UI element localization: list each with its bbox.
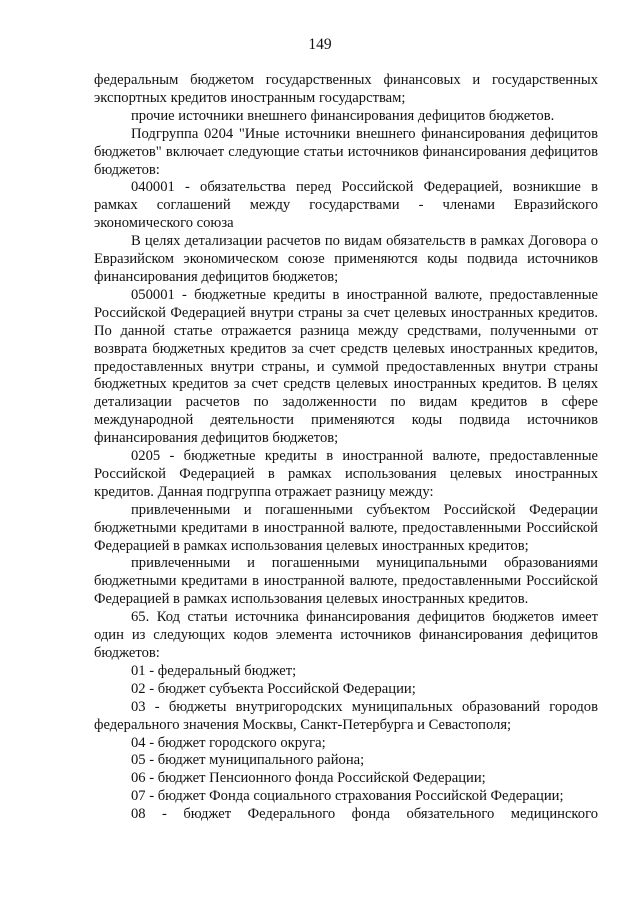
paragraph: федеральным бюджетом государственных финансовых и государственных экспортных кредитов иностранным государствам;	[94, 72, 598, 106]
paragraph: Подгруппа 0204 "Иные источники внешнего финансирования дефицитов бюджетов" включает следующие статьи источников финансирования дефицитов бюджетов:	[94, 125, 598, 178]
paragraph: 02 - бюджет субъекта Российской Федерации;	[131, 680, 416, 697]
paragraph: 040001 - обязательства перед Российской Федерацией, возникшие в рамках соглашений между государствами - членами Евразийского экономического союза	[94, 179, 598, 232]
paragraph: привлеченными и погашенными субъектом Российской Федерации бюджетными кредитами в иностранной валюте, предоставленными Российской Федерацией в рамках использования целевых иностранных кредитов;	[94, 501, 598, 554]
paragraph: 01 - федеральный бюджет;	[131, 662, 297, 679]
paragraph: 07 - бюджет Фонда социального страхования Российской Федерации;	[131, 788, 564, 805]
paragraph: 65. Код статьи источника финансирования дефицитов бюджетов имеет один из следующих кодов элемента источников финансирования дефицитов бюджетов:	[94, 609, 598, 661]
paragraph: 06 - бюджет Пенсионного фонда Российской Федерации;	[131, 770, 486, 787]
paragraph: 05 - бюджет муниципального района;	[131, 752, 365, 769]
document-body	[94, 72, 598, 824]
paragraph: 050001 - бюджетные кредиты в иностранной валюте, предоставленные Российской Федерацией внутри страны за счет целевых иностранных кредитов. По данной статье отражается разница между средствами, полученными от возврата бюджетных кредитов за счет средств целевых иностранных кредитов, предоставленных внутри страны, и суммой предоставленных внутри страны бюджетных кредитов за счет средств целевых иностранных кредитов. В целях детализации расчетов по задолженности по видам кредитов в сфере международной деятельности применяются коды подвида источников финансирования дефицитов бюджетов;	[94, 286, 598, 447]
paragraph: 0205 - бюджетные кредиты в иностранной валюте, предоставленные Российской Федерацией в рамках использования целевых иностранных кредитов. Данная подгруппа отражает разницу между:	[94, 448, 598, 500]
paragraph: 08 - бюджет Федерального фонда обязательного медицинского	[131, 806, 598, 823]
paragraph: 04 - бюджет городского округа;	[131, 734, 326, 751]
paragraph: В целях детализации расчетов по видам обязательств в рамках Договора о Евразийском экономическом союзе применяются коды подвида источников финансирования дефицитов бюджетов;	[94, 233, 598, 285]
page-number: 149	[308, 36, 332, 53]
paragraph: привлеченными и погашенными муниципальными образованиями бюджетными кредитами в иностранной валюте, предоставленными Российской Федерацией в рамках использования целевых иностранных кредитов.	[94, 555, 598, 608]
paragraph: 03 - бюджеты внутригородских муниципальных образований городов федерального значения Москвы, Санкт-Петербурга и Севастополя;	[94, 698, 598, 733]
paragraph: прочие источники внешнего финансирования дефицитов бюджетов.	[131, 107, 555, 124]
